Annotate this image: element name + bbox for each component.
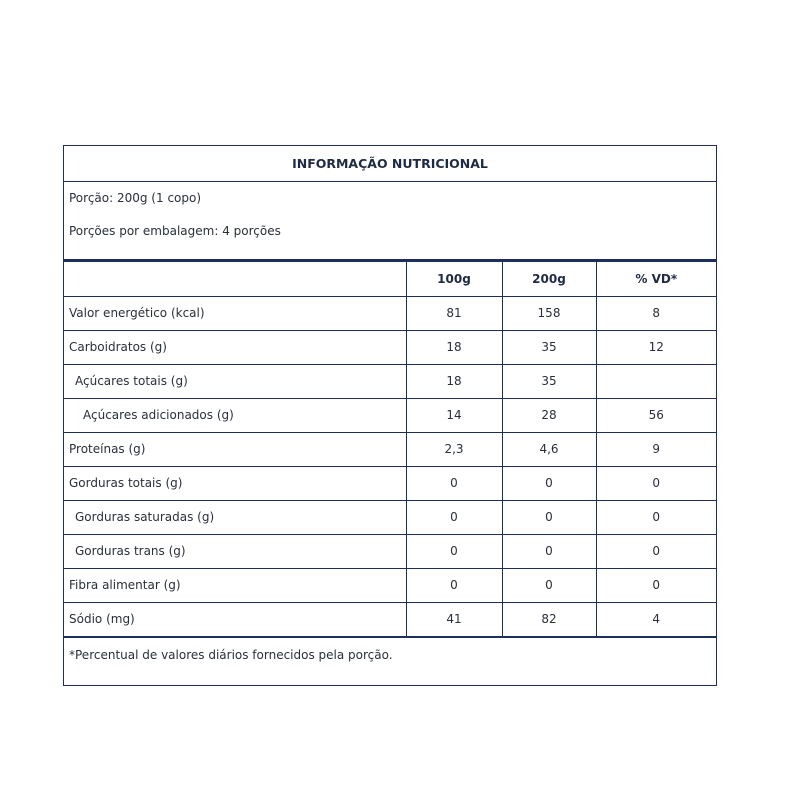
nutrition-facts-label <box>63 145 717 686</box>
value-100g: 0 <box>406 534 502 568</box>
nutrient-name: Valor energético (kcal) <box>64 296 406 330</box>
table-row <box>64 500 716 534</box>
nutrient-name: Fibra alimentar (g) <box>64 568 406 602</box>
footnote: *Percentual de valores diários fornecidos pela porção. <box>64 637 716 685</box>
value-200g: 158 <box>502 296 596 330</box>
nutrient-name: Gorduras trans (g) <box>64 534 406 568</box>
value-200g: 28 <box>502 398 596 432</box>
table-row <box>64 330 716 364</box>
table-row <box>64 398 716 432</box>
label-title: INFORMAÇÃO NUTRICIONAL <box>64 146 716 182</box>
value-200g: 35 <box>502 364 596 398</box>
value-vd: 8 <box>596 296 716 330</box>
value-100g: 14 <box>406 398 502 432</box>
value-200g: 0 <box>502 534 596 568</box>
value-100g: 0 <box>406 568 502 602</box>
header-vd: % VD* <box>596 262 716 296</box>
value-vd: 0 <box>596 568 716 602</box>
value-vd <box>596 364 716 398</box>
table-row <box>64 364 716 398</box>
value-200g: 0 <box>502 466 596 500</box>
value-100g: 81 <box>406 296 502 330</box>
value-200g: 4,6 <box>502 432 596 466</box>
value-100g: 2,3 <box>406 432 502 466</box>
value-100g: 41 <box>406 602 502 636</box>
servings-per-package: Porções por embalagem: 4 porções <box>69 224 281 238</box>
value-100g: 18 <box>406 330 502 364</box>
value-vd: 0 <box>596 534 716 568</box>
nutrient-name: Açúcares adicionados (g) <box>64 398 406 432</box>
nutrient-name: Gorduras saturadas (g) <box>64 500 406 534</box>
table-row <box>64 296 716 330</box>
value-200g: 35 <box>502 330 596 364</box>
value-100g: 0 <box>406 500 502 534</box>
table-row <box>64 568 716 602</box>
table-row <box>64 432 716 466</box>
table-row <box>64 534 716 568</box>
nutrient-name: Proteínas (g) <box>64 432 406 466</box>
value-200g: 0 <box>502 568 596 602</box>
serving-info <box>64 182 716 262</box>
header-200g: 200g <box>502 262 596 296</box>
nutrient-name: Carboidratos (g) <box>64 330 406 364</box>
value-200g: 82 <box>502 602 596 636</box>
value-200g: 0 <box>502 500 596 534</box>
value-vd: 12 <box>596 330 716 364</box>
value-vd: 0 <box>596 466 716 500</box>
serving-size: Porção: 200g (1 copo) <box>69 191 202 205</box>
header-row <box>64 262 716 296</box>
value-100g: 18 <box>406 364 502 398</box>
header-100g: 100g <box>406 262 502 296</box>
table-row <box>64 602 716 636</box>
value-vd: 0 <box>596 500 716 534</box>
nutrient-name: Sódio (mg) <box>64 602 406 636</box>
value-vd: 56 <box>596 398 716 432</box>
value-100g: 0 <box>406 466 502 500</box>
nutrition-table <box>64 262 716 637</box>
header-nutrient <box>64 262 406 296</box>
value-vd: 4 <box>596 602 716 636</box>
nutrient-name: Gorduras totais (g) <box>64 466 406 500</box>
table-row <box>64 466 716 500</box>
value-vd: 9 <box>596 432 716 466</box>
nutrient-name: Açúcares totais (g) <box>64 364 406 398</box>
